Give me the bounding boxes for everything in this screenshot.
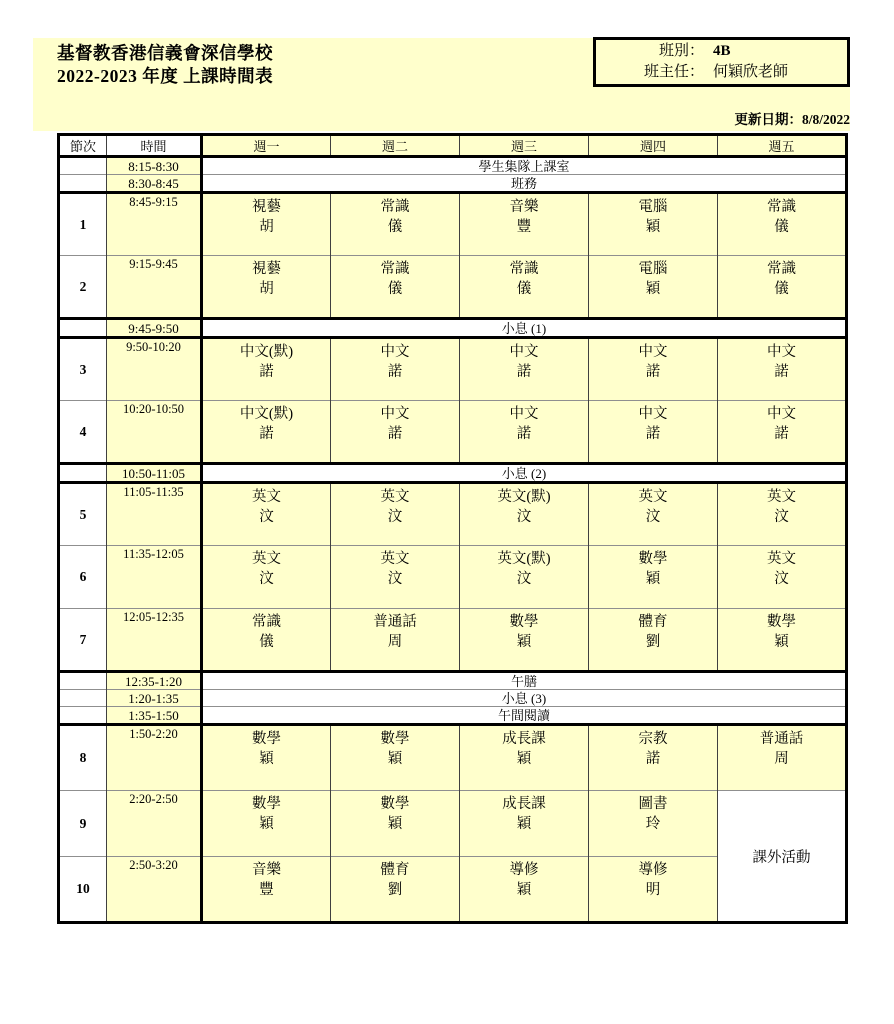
subject: 體育 <box>638 614 668 630</box>
activity-label: 學生集隊上課室 <box>202 157 847 175</box>
subject: 視藝 <box>252 199 281 215</box>
lesson-cell <box>331 483 460 546</box>
lesson-cell <box>202 193 331 256</box>
teacher: 周 <box>387 634 403 650</box>
table-row <box>59 175 847 193</box>
activity-label: 小息 (2) <box>202 464 847 483</box>
subject: 中文 <box>638 344 668 360</box>
lesson-cell <box>718 401 847 464</box>
teacher: 穎 <box>774 634 789 650</box>
time-range: 10:20-10:50 <box>107 401 202 464</box>
subject: 英文 <box>767 489 796 505</box>
period-number <box>59 157 107 175</box>
lesson-cell <box>202 256 331 319</box>
period-number: 5 <box>59 483 107 546</box>
lesson-cell <box>589 193 718 256</box>
updated-date: 更新日期：8/8/2022 <box>734 112 850 127</box>
teacher: 諾 <box>387 426 403 442</box>
lesson-cell <box>589 857 718 923</box>
teacher: 穎 <box>645 571 661 587</box>
period-number: 1 <box>59 193 107 256</box>
time-range: 10:50-11:05 <box>107 464 202 483</box>
teacher: 豐 <box>259 882 274 898</box>
lesson-cell <box>202 791 331 857</box>
table-row <box>59 256 847 319</box>
table-row <box>59 338 847 401</box>
table-row <box>59 546 847 609</box>
time-range: 8:15-8:30 <box>107 157 202 175</box>
subject: 音樂 <box>509 199 539 215</box>
lesson-cell <box>589 546 718 609</box>
lesson-cell <box>589 791 718 857</box>
teacher: 周 <box>774 751 789 767</box>
teacher: 諾 <box>387 364 403 380</box>
subject: 常識 <box>252 614 281 630</box>
subject: 常識 <box>767 199 796 215</box>
subject: 中文 <box>380 406 410 422</box>
teacher: 穎 <box>259 816 274 832</box>
subject: 導修 <box>509 862 539 878</box>
period-number: 7 <box>59 609 107 672</box>
activity-label: 小息 (3) <box>202 690 847 707</box>
period-number: 4 <box>59 401 107 464</box>
time-range: 11:05-11:35 <box>107 483 202 546</box>
teacher: 諾 <box>774 426 789 442</box>
teacher: 明 <box>645 882 661 898</box>
subject: 普通話 <box>759 731 804 747</box>
subject: 常識 <box>767 261 796 277</box>
table-row <box>59 401 847 464</box>
lesson-cell <box>460 546 589 609</box>
activity-label: 午間閱讀 <box>202 707 847 725</box>
time-range: 9:50-10:20 <box>107 338 202 401</box>
lesson-cell <box>460 791 589 857</box>
teacher: 穎 <box>645 281 661 297</box>
subject: 中文 <box>509 406 539 422</box>
subject: 英文 <box>252 551 281 567</box>
lesson-cell <box>331 609 460 672</box>
teacher-line <box>596 62 847 83</box>
lesson-cell <box>460 338 589 401</box>
period-number <box>59 672 107 690</box>
col-header-wednesday: 週三 <box>460 135 589 157</box>
subject: 中文 <box>767 406 796 422</box>
time-range: 8:45-9:15 <box>107 193 202 256</box>
lesson-cell <box>202 483 331 546</box>
lesson-cell <box>331 401 460 464</box>
subject: 中文(默) <box>239 406 294 422</box>
lesson-cell <box>331 338 460 401</box>
teacher-label: 班主任： <box>643 64 704 80</box>
class-info-box <box>593 37 850 87</box>
subject: 視藝 <box>252 261 281 277</box>
lesson-cell <box>718 609 847 672</box>
table-row <box>59 483 847 546</box>
lesson-cell <box>589 256 718 319</box>
lesson-cell <box>718 725 847 791</box>
period-number: 2 <box>59 256 107 319</box>
subject: 數學 <box>509 614 539 630</box>
subject: 中文(默) <box>239 344 294 360</box>
lesson-cell <box>331 725 460 791</box>
lesson-cell <box>718 483 847 546</box>
teacher: 汶 <box>259 509 274 525</box>
table-row <box>59 319 847 338</box>
time-range: 12:35-1:20 <box>107 672 202 690</box>
teacher: 儀 <box>259 634 274 650</box>
lesson-cell <box>460 857 589 923</box>
teacher: 汶 <box>774 571 789 587</box>
table-row <box>59 791 847 857</box>
class-value: 4B <box>713 43 731 59</box>
subject: 英文 <box>252 489 281 505</box>
lesson-cell <box>589 483 718 546</box>
teacher: 諾 <box>645 364 661 380</box>
teacher: 汶 <box>259 571 274 587</box>
lesson-cell <box>460 193 589 256</box>
teacher: 玲 <box>645 816 661 832</box>
subject: 成長課 <box>502 796 546 812</box>
subject: 中文 <box>380 344 410 360</box>
lesson-cell <box>460 401 589 464</box>
table-header-row <box>59 135 847 157</box>
teacher: 儀 <box>774 219 789 235</box>
lesson-cell <box>202 609 331 672</box>
time-range: 1:50-2:20 <box>107 725 202 791</box>
subject: 英文(默) <box>497 489 551 505</box>
teacher: 諾 <box>774 364 789 380</box>
period-number <box>59 175 107 193</box>
lesson-cell <box>589 401 718 464</box>
col-header-tuesday: 週二 <box>331 135 460 157</box>
time-range: 2:50-3:20 <box>107 857 202 923</box>
activity-label: 班務 <box>202 175 847 193</box>
teacher: 穎 <box>516 816 532 832</box>
teacher: 汶 <box>774 509 789 525</box>
lesson-cell <box>718 256 847 319</box>
subject: 常識 <box>380 199 410 215</box>
teacher: 儀 <box>387 219 403 235</box>
period-number: 3 <box>59 338 107 401</box>
table-row <box>59 464 847 483</box>
lesson-cell <box>331 193 460 256</box>
subject: 宗教 <box>638 731 668 747</box>
teacher: 儀 <box>516 281 532 297</box>
lesson-cell <box>718 338 847 401</box>
teacher: 諾 <box>259 426 274 442</box>
subject: 體育 <box>380 862 410 878</box>
lesson-cell <box>589 338 718 401</box>
teacher: 汶 <box>645 509 661 525</box>
time-range: 12:05-12:35 <box>107 609 202 672</box>
teacher: 諾 <box>259 364 274 380</box>
teacher: 諾 <box>516 364 532 380</box>
lesson-cell <box>460 725 589 791</box>
col-header-friday: 週五 <box>718 135 847 157</box>
period-number: 6 <box>59 546 107 609</box>
class-line <box>596 41 847 62</box>
lesson-cell <box>718 546 847 609</box>
subject: 成長課 <box>502 731 546 747</box>
subject: 數學 <box>380 796 410 812</box>
school-name: 基督教香港信義會深信學校 <box>57 43 273 63</box>
teacher: 穎 <box>387 751 403 767</box>
teacher: 諾 <box>645 426 661 442</box>
lesson-cell <box>460 256 589 319</box>
teacher: 諾 <box>645 751 661 767</box>
col-header-monday: 週一 <box>202 135 331 157</box>
teacher: 劉 <box>645 634 661 650</box>
period-number <box>59 464 107 483</box>
subject: 電腦 <box>638 199 668 215</box>
lesson-cell <box>460 483 589 546</box>
table-row <box>59 725 847 791</box>
lesson-cell <box>718 193 847 256</box>
subject: 英文 <box>767 551 796 567</box>
activity-label: 午膳 <box>202 672 847 690</box>
col-header-time: 時間 <box>107 135 202 157</box>
col-header-period: 節次 <box>59 135 107 157</box>
time-range: 1:35-1:50 <box>107 707 202 725</box>
teacher: 儀 <box>387 281 403 297</box>
subject: 中文 <box>767 344 796 360</box>
time-range: 8:30-8:45 <box>107 175 202 193</box>
teacher: 劉 <box>387 882 403 898</box>
subject: 普通話 <box>373 614 417 630</box>
subject: 英文 <box>638 489 668 505</box>
subject: 英文 <box>380 489 410 505</box>
subject: 常識 <box>380 261 410 277</box>
teacher: 儀 <box>774 281 789 297</box>
teacher: 穎 <box>387 816 403 832</box>
table-row <box>59 193 847 256</box>
teacher: 穎 <box>516 634 532 650</box>
lesson-cell <box>331 791 460 857</box>
subject: 數學 <box>638 551 668 567</box>
teacher: 胡 <box>259 219 274 235</box>
subject: 英文 <box>380 551 410 567</box>
subject: 數學 <box>380 731 410 747</box>
teacher: 汶 <box>516 571 532 587</box>
lesson-cell <box>202 546 331 609</box>
doc-title: 2022-2023 年度 上課時間表 <box>57 66 274 86</box>
eca-cell: 課外活動 <box>718 791 847 923</box>
period-number <box>59 690 107 707</box>
subject: 中文 <box>509 344 539 360</box>
lesson-cell <box>589 725 718 791</box>
timetable <box>57 133 848 924</box>
period-number: 10 <box>59 857 107 923</box>
table-row <box>59 672 847 690</box>
table-row <box>59 157 847 175</box>
time-range: 11:35-12:05 <box>107 546 202 609</box>
teacher: 豐 <box>516 219 532 235</box>
time-range: 9:15-9:45 <box>107 256 202 319</box>
teacher: 穎 <box>516 882 532 898</box>
teacher: 穎 <box>645 219 661 235</box>
teacher: 汶 <box>516 509 532 525</box>
table-row <box>59 609 847 672</box>
subject: 英文(默) <box>497 551 551 567</box>
lesson-cell <box>202 401 331 464</box>
lesson-cell <box>202 725 331 791</box>
activity-label: 小息 (1) <box>202 319 847 338</box>
teacher: 汶 <box>387 571 403 587</box>
teacher: 諾 <box>516 426 532 442</box>
lesson-cell <box>589 609 718 672</box>
subject: 音樂 <box>252 862 281 878</box>
subject: 常識 <box>509 261 539 277</box>
teacher: 穎 <box>516 751 532 767</box>
lesson-cell <box>202 857 331 923</box>
subject: 中文 <box>638 406 668 422</box>
period-number <box>59 707 107 725</box>
subject: 數學 <box>767 614 796 630</box>
col-header-thursday: 週四 <box>589 135 718 157</box>
time-range: 9:45-9:50 <box>107 319 202 338</box>
teacher: 胡 <box>259 281 274 297</box>
lesson-cell <box>331 256 460 319</box>
period-number <box>59 319 107 338</box>
period-number: 8 <box>59 725 107 791</box>
subject: 數學 <box>252 731 281 747</box>
teacher: 穎 <box>259 751 274 767</box>
class-label: 班別： <box>658 43 704 59</box>
document-titles <box>57 42 273 88</box>
time-range: 1:20-1:35 <box>107 690 202 707</box>
subject: 數學 <box>252 796 281 812</box>
lesson-cell <box>331 546 460 609</box>
subject: 圖書 <box>638 796 668 812</box>
lesson-cell <box>331 857 460 923</box>
table-row <box>59 707 847 725</box>
teacher-value: 何穎欣老師 <box>713 64 789 80</box>
period-number: 9 <box>59 791 107 857</box>
time-range: 2:20-2:50 <box>107 791 202 857</box>
table-row <box>59 690 847 707</box>
teacher: 汶 <box>387 509 403 525</box>
subject: 電腦 <box>638 261 668 277</box>
lesson-cell <box>460 609 589 672</box>
lesson-cell <box>202 338 331 401</box>
subject: 導修 <box>638 862 668 878</box>
